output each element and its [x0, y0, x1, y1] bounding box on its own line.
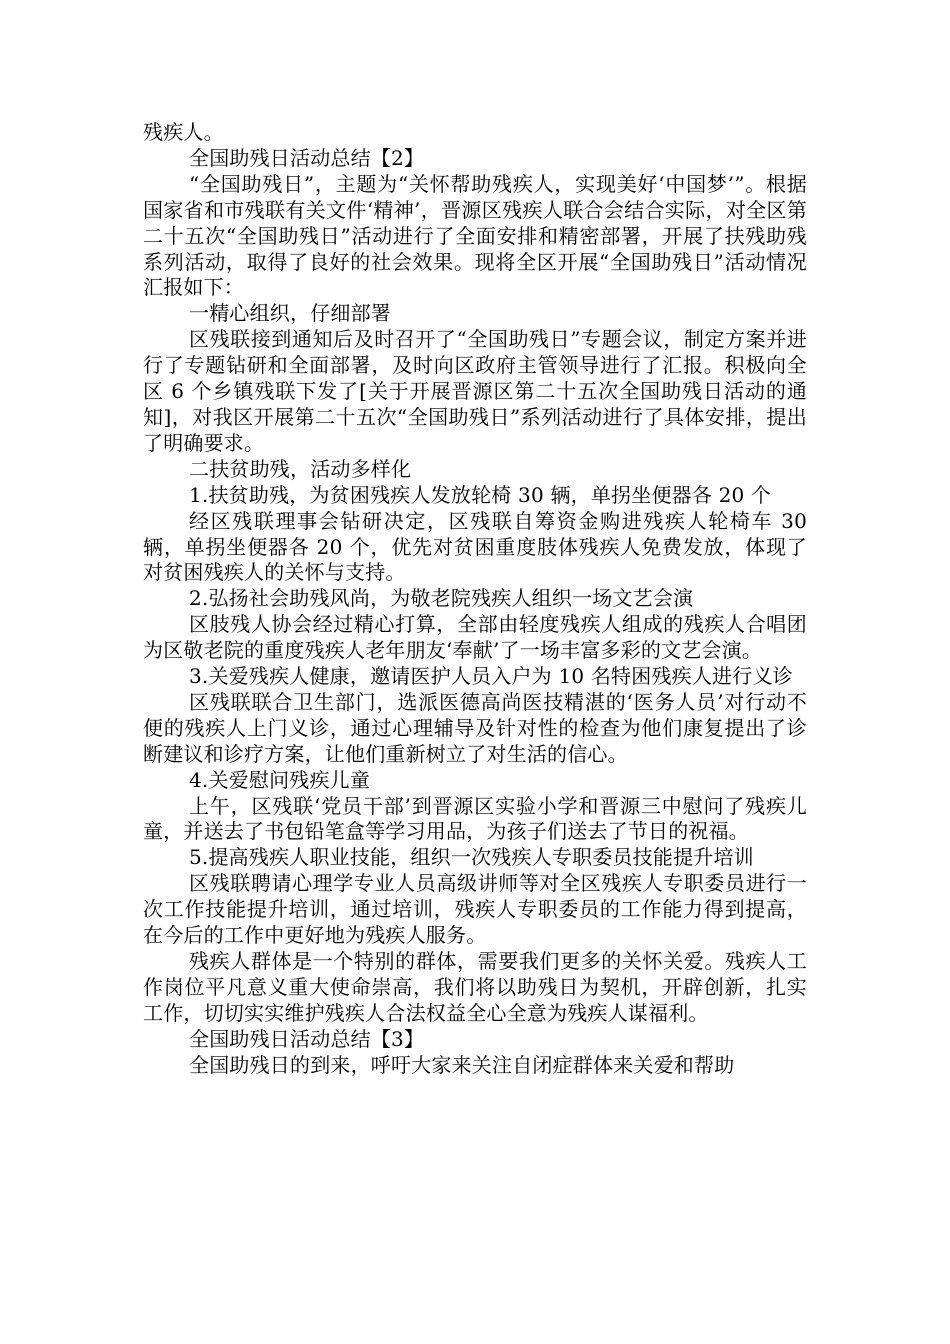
paragraph: 区肢残人协会经过精心打算，全部由轻度残疾人组成的残疾人合唱团为区敬老院的重度残疾人老年朋友‘奉献’了一场丰富多彩的文艺会演。 [143, 612, 807, 663]
document-body [143, 120, 807, 1079]
paragraph: “全国助残日”，主题为“关怀帮助残疾人，实现美好‘中国梦’”。根据国家省和市残联有关文件‘精神’，晋源区残疾人联合会结合实际，对全区第二十五次“全国助残日”活动进行了全面安排和精密部署，开展了扶残助残系列活动，取得了良好的社会效果。现将全区开展“全国助残日”活动情况汇报如下： [143, 171, 807, 300]
paragraph: 全国助残日的到来，呼吁大家来关注自闭症群体来关爱和帮助 [189, 1052, 735, 1077]
list-item-heading-4: 4.关爱慰问残疾儿童 [189, 767, 371, 792]
list-item-heading-5: 5.提高残疾人职业技能，组织一次残疾人专职委员技能提升培训 [189, 845, 754, 870]
paragraph: 区残联联合卫生部门，选派医德高尚医技精湛的‘医务人员’对行动不便的残疾人上门义诊，通过心理辅导及针对性的检查为他们康复提出了诊断建议和诊疗方案，让他们重新树立了对生活的信心。 [143, 689, 807, 766]
section-heading-3: 全国助残日活动总结【3】 [189, 1026, 425, 1051]
list-item-heading-1: 1.扶贫助残，为贫困残疾人发放轮椅 30 辆，单拐坐便器各 20 个 [189, 482, 772, 507]
paragraph-continuation: 残疾人。 [143, 120, 224, 144]
list-item-heading-2: 2.弘扬社会助残风尚，为敬老院残疾人组织一场文艺会演 [189, 586, 694, 611]
paragraph-conclusion: 残疾人群体是一个特别的群体，需要我们更多的关怀关爱。残疾人工作岗位平凡意义重大使命崇高，我们将以助残日为契机，开辟创新，扎实工作，切切实实维护残疾人合法权益全心全意为残疾人谋福利。 [143, 949, 807, 1025]
paragraph: 经区残联理事会钻研决定，区残联自筹资金购进残疾人轮椅车 30 辆，单拐坐便器各 20 个，优先对贫困重度肢体残疾人免费发放，体现了对贫困残疾人的关怀与支持。 [143, 508, 807, 585]
subheading-organize: 一精心组织，仔细部署 [189, 301, 391, 326]
subheading-poverty-relief: 二扶贫助残，活动多样化 [189, 456, 412, 481]
paragraph: 区残联接到通知后及时召开了“全国助残日”专题会议，制定方案并进行了专题钻研和全面部署，及时向区政府主管领导进行了汇报。积极向全区 6 个乡镇残联下发了[关于开展晋源区第二十五次全国助残日活动的通知]，对我区开展第二十五次“全国助残日”系列活动进行了具体安排，提出了明确要求。 [143, 327, 807, 455]
section-heading-2: 全国助残日活动总结【2】 [189, 145, 425, 170]
paragraph: 区残联聘请心理学专业人员高级讲师等对全区残疾人专职委员进行一次工作技能提升培训，通过培训，残疾人专职委员的工作能力得到提高，在今后的工作中更好地为残疾人服务。 [143, 871, 807, 948]
paragraph: 上午，区残联‘党员干部’到晋源区实验小学和晋源三中慰问了残疾儿童，并送去了书包铅笔盒等学习用品，为孩子们送去了节日的祝福。 [143, 793, 807, 844]
list-item-heading-3: 3.关爱残疾人健康，邀请医护人员入户为 10 名特困残疾人进行义诊 [189, 664, 793, 689]
